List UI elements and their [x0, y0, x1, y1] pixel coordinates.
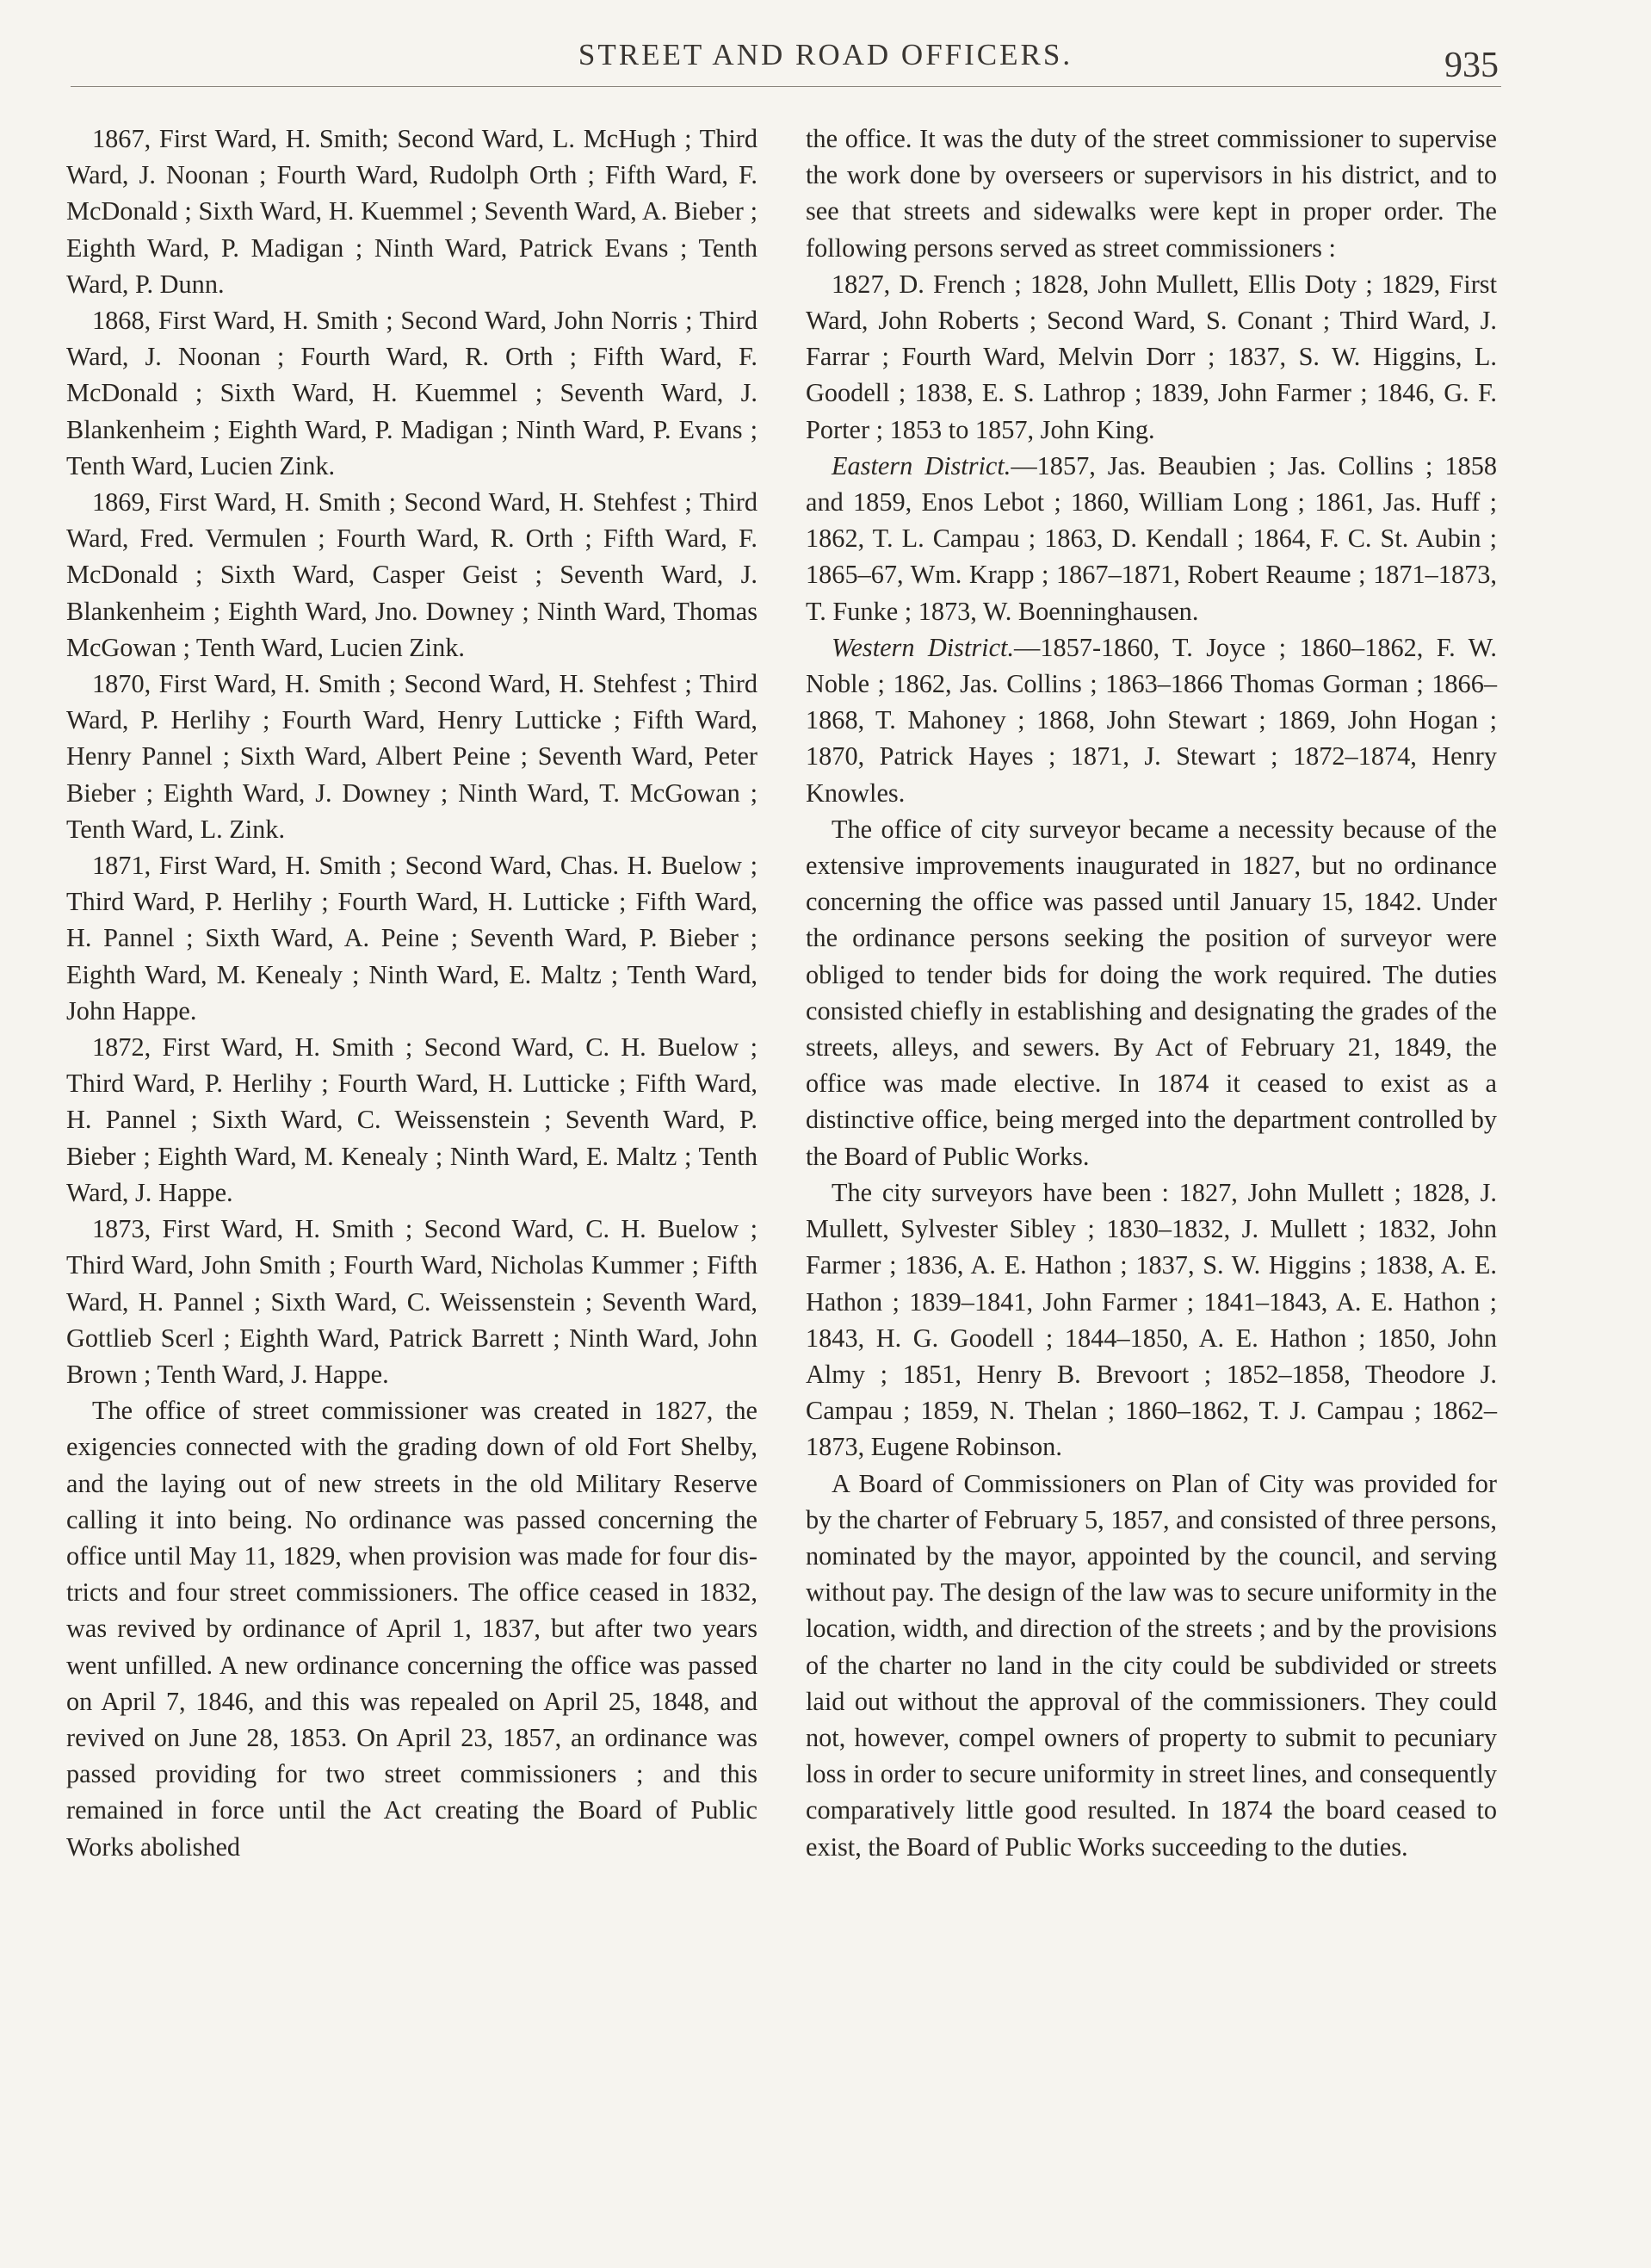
- paragraph-eastern-district: [806, 448, 1497, 629]
- paragraph-board-of-commissioners: A Board of Commissioners on Plan of City was provided for by the charter of February 5, 1857, and consisted of three persons, nominated by the mayor, appointed by the council, and serving without pay. The design of the law was to secure uniformity in the location, width, and direction of the streets ; and by the provisions of the charter no land in the city could be subdivided or streets laid out without the approval of the commissioners. They could not, however, compel owners of property to submit to pecuniary loss in order to secure uniformity in street lines, and consequently comparatively little good resulted. In 1874 the board ceased to exist, the Board of Public Works succeeding to the duties.: [806, 1468, 1497, 1862]
- right-column: [806, 121, 1497, 1865]
- paragraph-1869: 1869, First Ward, H. Smith ; Second Ward, H. Stehfest ; Third Ward, Fred. Vermulen ; Fourth Ward, R. Orth ; Fifth Ward, F. McDonald ; Sixth Ward, Casper Geist ; Seventh Ward, J. Blankenheim ; Eighth Ward, Jno. Downey ; Ninth Ward, Thomas McGowan ; Tenth Ward, Lucien Zink.: [66, 487, 757, 662]
- paragraph-1867: 1867, First Ward, H. Smith; Second Ward, L. McHugh ; Third Ward, J. Noonan ; Fourth Ward, Rudolph Orth ; Fifth Ward, F. McDonald ; Sixth Ward, H. Kuemmel ; Seventh Ward, A. Bieber ; Eighth Ward, P. Madigan ; Ninth Ward, Patrick Evans ; Tenth Ward, P. Dunn.: [66, 124, 757, 299]
- paragraph-1873: 1873, First Ward, H. Smith ; Second Ward, C. H. Buelow ; Third Ward, John Smith ; Fourth Ward, Nicholas Kummer ; Fifth Ward, H. Pannel ; Sixth Ward, C. Weissenstein ; Seventh Ward, Gottlieb Scerl ; Eighth Ward, Patrick Barrett ; Ninth Ward, John Brown ; Tenth Ward, J. Happe.: [66, 1214, 757, 1389]
- paragraph-continuation: the office. It was the duty of the street commissioner to supervise the work done by overseers or supervisors in his district, and to see that streets and sidewalks were kept in proper order. The following persons served as street commissioners :: [806, 124, 1497, 263]
- paragraph-commissioners-list: 1827, D. French ; 1828, John Mullett, Ellis Doty ; 1829, First Ward, John Roberts ; Second Ward, S. Conant ; Third Ward, J. Farrar ; Fourth Ward, Melvin Dorr ; 1837, S. W. Higgins, L. Goodell ; 1838, E. S. Lathrop ; 1839, John Farmer ; 1846, G. F. Porter ; 1853 to 1857, John King.: [806, 269, 1497, 444]
- paragraph-1871: 1871, First Ward, H. Smith ; Second Ward, Chas. H. Buelow ; Third Ward, P. Herlihy ; Fourth Ward, H. Lutticke ; Fifth Ward, H. Pannel ; Sixth Ward, A. Peine ; Seventh Ward, P. Bieber ; Eighth Ward, M. Kenealy ; Ninth Ward, E. Maltz ; Tenth Ward, John Happe.: [66, 851, 757, 1026]
- eastern-district-label: Eastern District.: [832, 450, 1011, 480]
- paragraph-surveyor-office: The office of city surveyor became a necessity because of the extensive improvements inaugurated in 1827, but no ordinance concerning the office was passed until January 15, 1842. Under the ordinance persons seeking the position of surveyor were obliged to tender bids for doing the work required. The duties consisted chiefly in establishing and designating the grades of the streets, alleys, and sewers. By Act of February 21, 1849, the office was made elective. In 1874 it ceased to exist as a distinctive office, being merged into the department controlled by the Board of Public Works.: [806, 814, 1497, 1171]
- paragraph-surveyors-list: The city surveyors have been : 1827, John Mullett ; 1828, J. Mullett, Sylvester Sibley ; 1830–1832, J. Mullett ; 1832, John Farmer ; 1836, A. E. Hathon ; 1837, S. W. Higgins ; 1838, A. E. Hathon ; 1839–1841, John Farmer ; 1841–1843, A. E. Hathon ; 1843, H. G. Goodell ; 1844–1850, A. E. Hathon ; 1850, John Almy ; 1851, Henry B. Brevoort ; 1852–1858, Theodore J. Campau ; 1859, N. Thelan ; 1860–1862, T. J. Campau ; 1862–1873, Eugene Robinson.: [806, 1177, 1497, 1462]
- eastern-district-text: —1857, Jas. Beaubien ; Jas. Collins ; 1858 and 1859, Enos Lebot ; 1860, William Long ; 1861, Jas. Huff ; 1862, T. L. Campau ; 1863, D. Kendall ; 1864, F. C. St. Aubin ; 1865–67, Wm. Krapp ; 1867–1871, Robert Reaume ; 1871–1873, T. Funke ; 1873, W. Boenninghausen.: [806, 450, 1497, 626]
- running-head: [0, 34, 1651, 85]
- header-rule: [71, 86, 1501, 87]
- left-column: [66, 121, 757, 1865]
- page-number: 935: [1444, 46, 1499, 85]
- paragraph-1868: 1868, First Ward, H. Smith ; Second Ward, John Norris ; Third Ward, J. Noonan ; Fourth Ward, R. Orth ; Fifth Ward, F. McDonald ; Sixth Ward, H. Kuemmel ; Seventh Ward, J. Blankenheim ; Eighth Ward, P. Madigan ; Ninth Ward, P. Evans ; Tenth Ward, Lucien Zink.: [66, 306, 757, 480]
- paragraph-western-district: [806, 629, 1497, 811]
- western-district-label: Western District.: [832, 632, 1015, 662]
- paragraph-1872: 1872, First Ward, H. Smith ; Second Ward, C. H. Buelow ; Third Ward, P. Herlihy ; Fourth Ward, H. Lutticke ; Fifth Ward, H. Pannel ; Sixth Ward, C. Weissenstein ; Seventh Ward, P. Bieber ; Eighth Ward, M. Kenealy ; Ninth Ward, E. Maltz ; Tenth Ward, J. Happe.: [66, 1032, 757, 1207]
- running-head-title: STREET AND ROAD OFFICERS.: [578, 38, 1073, 71]
- paragraph-street-commissioner-office: The office of street commissioner was created in 1827, the exigencies connected with the grading down of old Fort Shelby, and the laying out of new streets in the old Military Reserve calling it into being. No ordinance was passed concerning the office until May 11, 1829, when provision was made for four districts and four street commissioners. The office ceased in 1832, was revived by ordinance of April 1, 1837, but after two years went unfilled. A new ordinance concerning the office was passed on April 7, 1846, and this was repealed on April 25, 1848, and revived on June 28, 1853. On April 23, 1857, an ordinance was passed providing for two street commissioners ; and this remained in force until the Act creating the Board of Public Works abolished: [66, 1396, 757, 1862]
- western-district-text: —1857-1860, T. Joyce ; 1860–1862, F. W. Noble ; 1862, Jas. Collins ; 1863–1866 Thomas Gorman ; 1866–1868, T. Mahoney ; 1868, John Stewart ; 1869, John Hogan ; 1870, Patrick Hayes ; 1871, J. Stewart ; 1872–1874, Henry Knowles.: [806, 632, 1497, 808]
- paragraph-1870: 1870, First Ward, H. Smith ; Second Ward, H. Stehfest ; Third Ward, P. Herlihy ; Fourth Ward, Henry Lutticke ; Fifth Ward, Henry Pannel ; Sixth Ward, Albert Peine ; Seventh Ward, Peter Bieber ; Eighth Ward, J. Downey ; Ninth Ward, T. McGowan ; Tenth Ward, L. Zink.: [66, 669, 757, 844]
